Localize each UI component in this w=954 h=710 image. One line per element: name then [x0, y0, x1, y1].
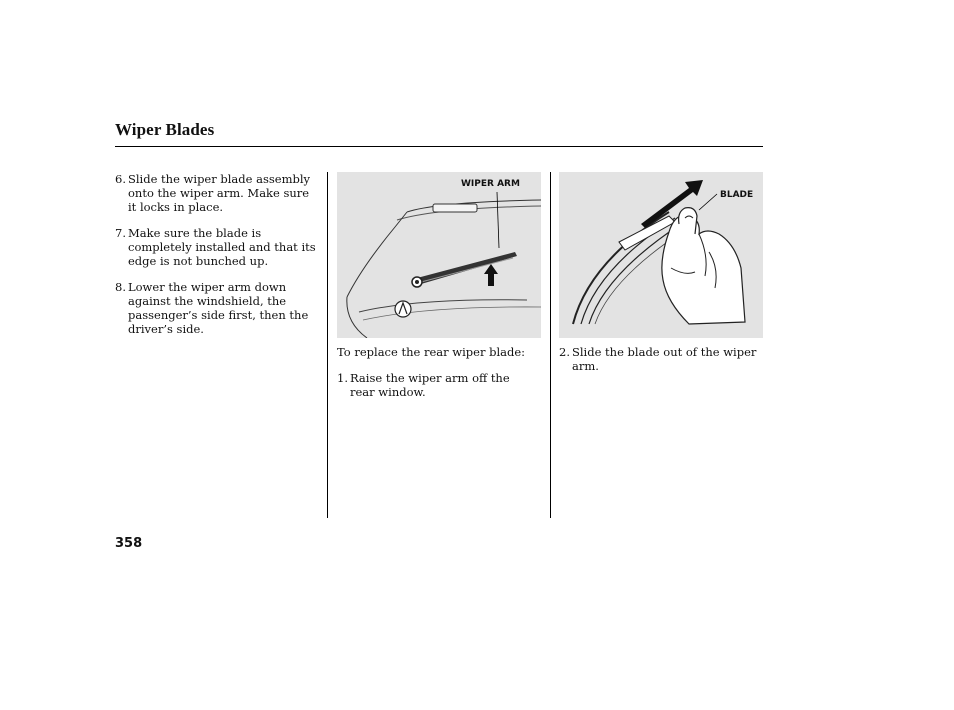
- step-number: 2.: [559, 345, 570, 359]
- step-6: [115, 172, 320, 214]
- step-number: 8.: [115, 280, 126, 294]
- step-text: Slide the blade out of the wiper arm.: [572, 345, 757, 373]
- step-number: 1.: [337, 371, 348, 385]
- step-text: Raise the wiper arm off the rear window.: [350, 371, 510, 399]
- step-2: [559, 345, 759, 373]
- rear-wiper-illustration: [337, 172, 541, 338]
- column-divider: [550, 172, 551, 518]
- column-divider: [327, 172, 328, 518]
- page-number: 358: [115, 536, 143, 551]
- blade-label: BLADE: [720, 190, 754, 200]
- steps-column-1: [115, 172, 320, 348]
- step-7: [115, 226, 320, 268]
- step-8: [115, 280, 320, 336]
- step-number: 7.: [115, 226, 126, 240]
- wiper-arm-label: WIPER ARM: [461, 179, 520, 189]
- rear-blade-intro: To replace the rear wiper blade:: [337, 345, 526, 359]
- blade-removal-illustration: [559, 172, 763, 338]
- step-number: 6.: [115, 172, 126, 186]
- title-rule: [115, 146, 763, 147]
- page-title: Wiper Blades: [115, 120, 215, 139]
- step-text: Make sure the blade is completely installed and that its edge is not bunched up.: [128, 226, 316, 268]
- step-1: [337, 371, 532, 399]
- step-text: Slide the wiper blade assembly onto the wiper arm. Make sure it locks in place.: [128, 172, 311, 214]
- rear-window-drawing: [337, 172, 541, 338]
- step-text: Lower the wiper arm down against the windshield, the passenger’s side first, then the driver’s side.: [128, 280, 309, 336]
